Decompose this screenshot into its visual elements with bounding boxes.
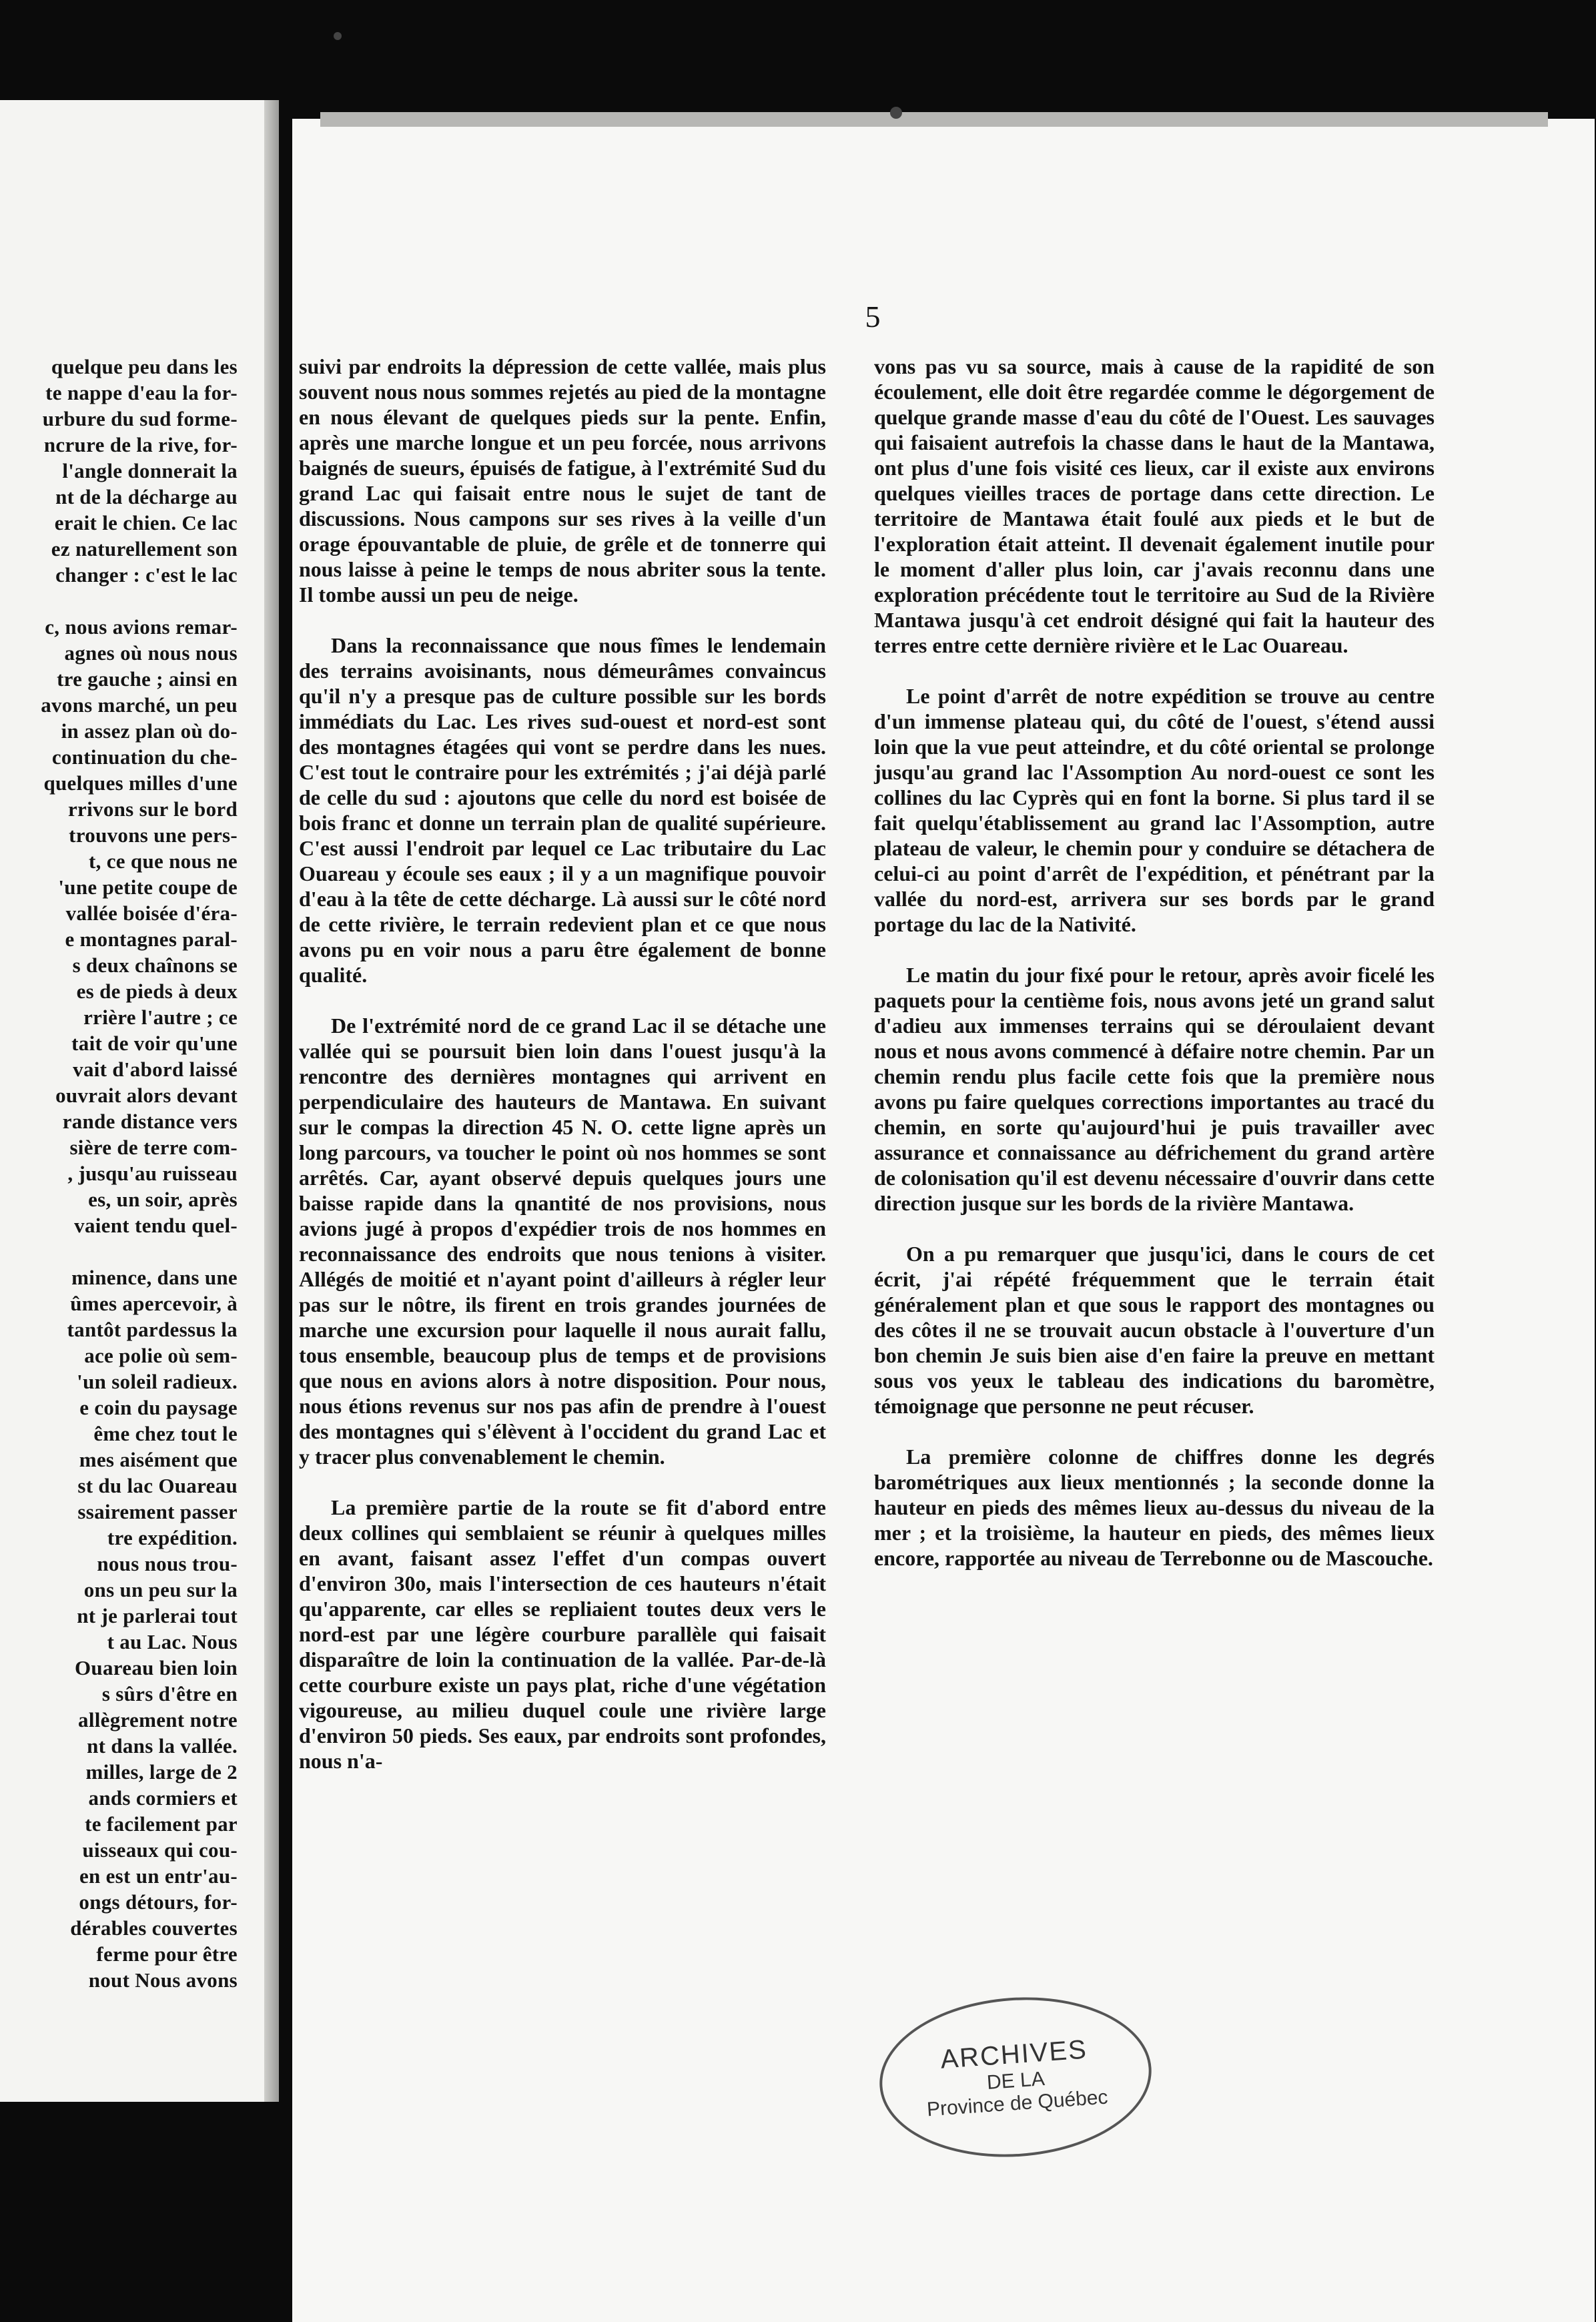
- text-line: vait d'abord laissé: [73, 1058, 238, 1081]
- text-line: trouvons une pers-: [69, 823, 238, 847]
- text-line: s deux chaînons se: [72, 953, 238, 977]
- text-line: s sûrs d'être en: [101, 1682, 238, 1705]
- stamp-line: Province de Québec: [925, 2085, 1109, 2120]
- text-line: en est un entr'au-: [79, 1864, 238, 1888]
- text-line: 'une petite coupe de: [58, 875, 238, 899]
- text-line: minence, dans une: [71, 1266, 238, 1289]
- text-line: es, un soir, après: [88, 1188, 238, 1211]
- text-line: Ouareau bien loin: [75, 1656, 238, 1679]
- text-column-2: [874, 354, 1435, 1596]
- text-line: nout Nous avons: [88, 1968, 238, 1992]
- text-line: tre gauche ; ainsi en: [57, 667, 238, 691]
- text-line: ûmes apercevoir, à: [70, 1292, 238, 1315]
- text-line: rrivons sur le bord: [67, 797, 238, 821]
- text-line: rande distance vers: [62, 1110, 238, 1133]
- left-page-text: [0, 354, 238, 1993]
- text-line: tantôt pardessus la: [67, 1318, 238, 1341]
- text-line: rrière l'autre ; ce: [83, 1006, 238, 1029]
- paragraph: La première partie de la route se fit d'abord entre deux collines qui semblaient se réunir à quelques milles en avant, faisant assez l'effet d'un compas ouvert d'environ 30o, mais l'intersection de ces hauteurs n'était qu'apparente, car elles se repliaient toutes deux vers le nord-est par une légère courbure parallèle qui faisait disparaître de loin la continuation de la vallée. Par-de-là cette courbure existe un pays plat, riche d'une végétation vigoureuse, au milieu duquel coule une rivière large d'environ 50 pieds. Ses eaux, par endroits sont profondes, nous n'a-: [299, 1495, 826, 1773]
- text-line: quelque peu dans les: [51, 355, 238, 378]
- text-line: nt dans la vallée.: [87, 1734, 238, 1758]
- text-line: ongs détours, for-: [79, 1890, 238, 1914]
- page-number: 5: [865, 300, 881, 334]
- text-line: tait de voir qu'une: [71, 1032, 238, 1055]
- text-line: ands cormiers et: [88, 1786, 238, 1810]
- text-line: te facilement par: [85, 1812, 238, 1836]
- page-top-edge: [320, 112, 1548, 127]
- text-line: ssairement passer: [77, 1500, 238, 1523]
- text-line: allègrement notre: [78, 1708, 238, 1731]
- paragraph: suivi par endroits la dépression de cette vallée, mais plus souvent nous nous sommes rejetés au pied de la montagne en nous élevant de quelques pieds sur la pente. Enfin, après une marche longue et un peu forcée, nous arrivons baignés de sueurs, épuisés de fatigue, à l'extrémité Sud du grand Lac qui faisait entre nous le sujet de tant de discussions. Nous campons sur ses rives à la veille d'un orage épouvantable de pluie, de grêle et de tonnerre qui nous laisse à peine le temps de nous abriter sous la tente. Il tombe aussi un peu de neige.: [299, 354, 826, 607]
- text-line: e coin du paysage: [79, 1396, 238, 1419]
- scan-mark: [334, 32, 342, 40]
- text-line: es de pieds à deux: [76, 980, 238, 1003]
- text-line: ouvrait alors devant: [55, 1084, 238, 1107]
- text-line: ncrure de la rive, for-: [43, 433, 238, 456]
- text-line: st du lac Ouareau: [77, 1474, 238, 1497]
- paragraph: On a pu remarquer que jusqu'ici, dans le cours de cet écrit, j'ai répété fréquemment que le terrain était généralement plan et que sous le rapport des montagnes ou des côtes il ne se trouvait aucun obstacle à l'ouverture d'un bon chemin Je suis bien aise d'en faire la preuve en mettant sous vos yeux le tableau des indications du baromètre, témoignage que personne ne peut récuser.: [874, 1242, 1435, 1418]
- text-line: quelques milles d'une: [43, 771, 238, 795]
- text-line: nous nous trou-: [97, 1552, 238, 1575]
- text-line: c, nous avions remar-: [45, 615, 238, 639]
- text-line: 'un soleil radieux.: [77, 1370, 238, 1393]
- paragraph: Le point d'arrêt de notre expédition se trouve au centre d'un immense plateau qui, du côté de l'ouest, s'étend aussi loin que la vue peut atteindre, et du côté oriental se prolonge jusqu'au grand lac l'Assomption Au nord-ouest ce sont les collines du lac Cyprès qui en font la borne. Si plus tard il se fait quelqu'établissement au grand lac l'Assomption, autre plateau de valeur, le chemin pour y conduire se détachera de celui-ci au point d'arrêt de l'expédition, et pénétrant par la vallée du nord-est, arrivera sur ses bords par le grand portage du lac de la Nativité.: [874, 684, 1435, 936]
- text-line: urbure du sud forme-: [42, 407, 238, 430]
- paragraph: vons pas vu sa source, mais à cause de la rapidité de son écoulement, elle doit être regardée comme le dégorgement de quelque grande masse d'eau du côté de l'Ouest. Les sauvages qui faisaient autrefois la chasse dans le haut de la Mantawa, ont plus d'une fois visité ces lieux, car il existe aux environs quelques vieilles traces de portage dans cette direction. Le territoire de Mantawa était foulé aux pieds et le but de l'exploration était atteint. Il devenait également inutile pour le moment d'aller plus loin, car j'avais reconnu dans une exploration précédente tout le territoire au Sud de la Rivière Mantawa jusqu'à cet endroit désigné qui fait la hauteur des terres entre cette dernière rivière et le Lac Ouareau.: [874, 354, 1435, 657]
- paragraph: Le matin du jour fixé pour le retour, après avoir ficelé les paquets pour la centième fois, nous avons jeté un grand salut d'adieu aux immenses terrains qui se déroulaient devant nous et nous avons commencé à défaire notre chemin. Par un chemin rendu plus facile cette fois que la première nous avons pu faire quelques corrections importantes au tracé du chemin, en sorte qu'aujourd'hui je puis travailler avec assurance et connaissance au défrichement du grand artère de colonisation qu'il est devenu nécessaire d'ouvrir dans cette direction jusque sur les bords de la rivière Mantawa.: [874, 963, 1435, 1215]
- text-line: ons un peu sur la: [83, 1578, 238, 1601]
- text-line: , jusqu'au ruisseau: [67, 1162, 238, 1185]
- text-line: nt je parlerai tout: [77, 1604, 238, 1627]
- paragraph: Dans la reconnaissance que nous fîmes le lendemain des terrains avoisinants, nous démeurâmes convaincus qu'il n'y a presque pas de culture possible sur les bords immédiats du Lac. Les rives sud-ouest et nord-est sont des montagnes étagées qui vont se perdre dans les nues. C'est tout le contraire pour les extrémités ; j'ai déjà parlé de celle du sud : ajoutons que celle du nord est boisée de bois franc et donne un terrain plan de qualité supérieure. C'est aussi l'endroit par lequel ce Lac tributaire du Lac Ouareau y écoule ses eaux ; il y a un magnifique pouvoir d'eau à la tête de cette décharge. Là aussi sur le côté nord de cette rivière, le terrain redevient plan et ce que nous avons pu en voir nous a paru être également de bonne qualité.: [299, 633, 826, 987]
- text-line: erait le chien. Ce lac: [54, 511, 238, 534]
- stamp-line: ARCHIVES: [939, 2034, 1089, 2074]
- text-line: avons marché, un peu: [41, 693, 238, 717]
- text-line: vaient tendu quel-: [74, 1214, 238, 1237]
- paragraph: De l'extrémité nord de ce grand Lac il se détache une vallée qui se poursuit bien loin dans l'ouest jusqu'à la rencontre des dernières montagnes qui arrivent en perpendiculaire des hauteurs de Mantawa. En suivant sur le compas la direction 45 N. O. cette ligne après un long parcours, va toucher le point où nos hommes se sont arrêtés. Car, ayant observé depuis quelques jours une baisse rapide dans la qnantité de nos provisions, nous avions jugé à propos d'expédier trois de nos hommes en reconnaissance des endroits que nous tenions à visiter. Allégés de moitié et n'ayant point d'ailleurs à régler leur pas sur le nôtre, ils firent en trois grandes journées de marche une excursion pour laquelle il nous aurait fallu, tous ensemble, beaucoup plus de temps et de provisions que nous en avions alors à notre disposition. Pour nous, nous étions revenus sur nos pas afin de prendre à l'ouest des montagnes qui s'élèvent à l'occident du grand Lac et y tracer plus convenablement le chemin.: [299, 1014, 826, 1469]
- text-line: mes aisément que: [79, 1448, 238, 1471]
- stamp-line: DE LA: [985, 2067, 1046, 2094]
- text-line: milles, large de 2: [85, 1760, 238, 1784]
- line-gap: [0, 588, 238, 614]
- text-line: vallée boisée d'éra-: [65, 901, 238, 925]
- text-column-1: [299, 354, 826, 1799]
- text-line: uisseaux qui cou-: [82, 1838, 238, 1862]
- text-line: changer : c'est le lac: [55, 563, 238, 587]
- text-line: l'angle donnerait la: [62, 459, 238, 482]
- text-line: in assez plan où do-: [61, 719, 238, 743]
- scan-mark: [890, 107, 902, 119]
- text-line: ez naturellement son: [51, 537, 238, 560]
- paragraph: La première colonne de chiffres donne les degrés barométriques aux lieux mentionnés ; la seconde donne la hauteur en pieds des mêmes lieux au-dessus du niveau de la mer ; et la troisième, la hauteur en pieds, des mêmes lieux encore, rapportée au niveau de Terrebonne ou de Mascouche.: [874, 1445, 1435, 1570]
- text-line: te nappe d'eau la for-: [45, 381, 238, 404]
- text-line: t, ce que nous ne: [89, 849, 238, 873]
- text-line: continuation du che-: [51, 745, 238, 769]
- page-edge: [264, 100, 279, 2102]
- text-line: tre expédition.: [107, 1526, 238, 1549]
- text-line: t au Lac. Nous: [107, 1630, 238, 1653]
- text-line: e montagnes paral-: [65, 927, 238, 951]
- text-line: nt de la décharge au: [55, 485, 238, 508]
- left-page-fragment: [0, 100, 279, 2102]
- text-line: dérables couvertes: [70, 1916, 238, 1940]
- text-line: agnes où nous nous: [64, 641, 238, 665]
- text-line: ferme pour être: [96, 1942, 238, 1966]
- line-gap: [0, 1238, 238, 1264]
- text-line: sière de terre com-: [69, 1136, 238, 1159]
- text-line: ême chez tout le: [93, 1422, 238, 1445]
- text-line: ace polie où sem-: [84, 1344, 238, 1367]
